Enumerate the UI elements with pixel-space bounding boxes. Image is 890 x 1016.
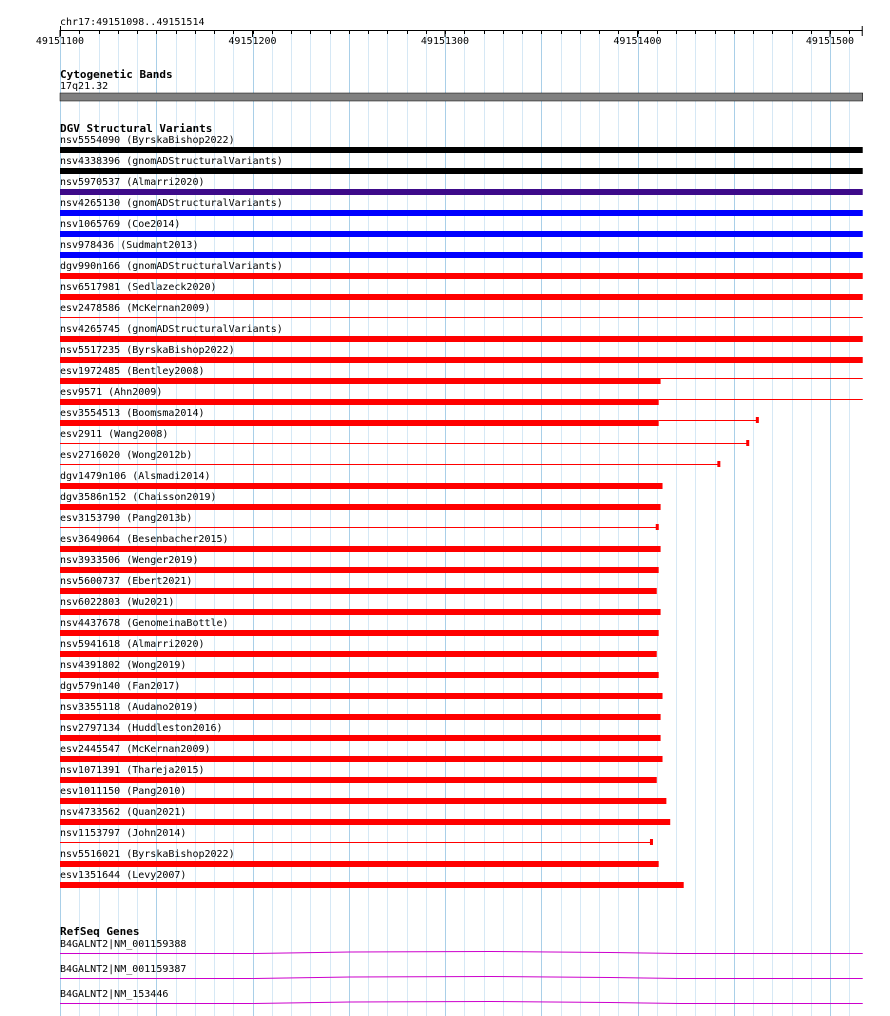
dgv-variant-bar[interactable] [60, 630, 659, 636]
dgv-variant-bar[interactable] [60, 294, 863, 300]
dgv-variant-bar[interactable] [60, 546, 661, 552]
dgv-variant-label: esv2445547 (McKernan2009) [60, 744, 211, 755]
dgv-variant-bar[interactable] [60, 504, 661, 510]
dgv-variant[interactable] [60, 408, 759, 426]
dgv-variant[interactable] [60, 702, 661, 720]
dgv-variant-label: nsv4733562 (Quan2021) [60, 807, 187, 818]
dgv-variant-line[interactable] [60, 317, 863, 318]
dgv-variant[interactable] [60, 849, 659, 867]
dgv-variant[interactable] [60, 723, 661, 741]
dgv-variant[interactable] [60, 492, 661, 510]
cytoband-bar[interactable] [60, 93, 863, 101]
dgv-variant[interactable] [60, 429, 749, 446]
dgv-variant-end-cap [656, 524, 659, 530]
dgv-variant[interactable] [60, 450, 720, 467]
dgv-variant-bar[interactable] [60, 399, 659, 405]
dgv-variant[interactable] [60, 471, 663, 489]
refseq-gene-label: B4GALNT2|NM_153446 [60, 989, 169, 1000]
dgv-variant[interactable] [60, 660, 659, 678]
dgv-variant-label: nsv6022803 (Wu2021) [60, 597, 175, 608]
dgv-variant-end-cap [746, 440, 749, 446]
dgv-variant-bar[interactable] [60, 189, 863, 195]
dgv-variant-tail[interactable] [659, 399, 863, 400]
dgv-variant[interactable] [60, 177, 863, 195]
dgv-variant-bar[interactable] [60, 147, 863, 153]
dgv-variant-label: dgv1479n106 (Alsmadi2014) [60, 471, 211, 482]
dgv-variant[interactable] [60, 576, 657, 594]
dgv-variant-label: dgv990n166 (gnomADStructuralVariants) [60, 261, 283, 272]
cytoband-track-title: Cytogenetic Bands [60, 68, 173, 81]
dgv-variant[interactable] [60, 219, 863, 237]
ruler-tick-label: 49151500 [805, 36, 855, 47]
dgv-variant[interactable] [60, 303, 863, 318]
dgv-variant[interactable] [60, 135, 863, 153]
dgv-variant-bar[interactable] [60, 378, 661, 384]
dgv-variant[interactable] [60, 870, 684, 888]
dgv-variant-bar[interactable] [60, 735, 661, 741]
dgv-variant-label: nsv4338396 (gnomADStructuralVariants) [60, 156, 283, 167]
dgv-variant-label: nsv1153797 (John2014) [60, 828, 187, 839]
dgv-variant-label: nsv2797134 (Huddleston2016) [60, 723, 223, 734]
refseq-gene-intron-line[interactable] [60, 1002, 863, 1004]
refseq-gene-intron-line[interactable] [60, 977, 863, 979]
ruler-tick-label: 49151300 [420, 36, 470, 47]
dgv-variant[interactable] [60, 681, 663, 699]
dgv-variant[interactable] [60, 198, 863, 216]
dgv-variant-end-cap [717, 461, 720, 467]
refseq-gene[interactable] [60, 964, 863, 979]
dgv-variant-label: nsv4391802 (Wong2019) [60, 660, 187, 671]
dgv-variant-bar[interactable] [60, 651, 657, 657]
dgv-variant[interactable] [60, 786, 666, 804]
refseq-track-title: RefSeq Genes [60, 925, 140, 938]
dgv-variant-bar[interactable] [60, 861, 659, 867]
dgv-variant-bar[interactable] [60, 882, 684, 888]
cytoband-track [60, 68, 863, 101]
dgv-variant-bar[interactable] [60, 567, 659, 573]
dgv-variant-bar[interactable] [60, 777, 657, 783]
dgv-variant-rows [60, 135, 863, 888]
dgv-variant-label: nsv978436 (Sudmant2013) [60, 240, 199, 251]
dgv-variant-end-cap [756, 417, 759, 423]
dgv-variant-tail[interactable] [659, 420, 757, 421]
dgv-variant-bar[interactable] [60, 483, 663, 489]
dgv-variant-bar[interactable] [60, 714, 661, 720]
refseq-gene-label: B4GALNT2|NM_001159388 [60, 939, 187, 950]
dgv-variant[interactable] [60, 555, 659, 573]
dgv-variant-label: nsv5600737 (Ebert2021) [60, 576, 193, 587]
dgv-variant[interactable] [60, 744, 663, 762]
dgv-variant-line[interactable] [60, 527, 657, 528]
dgv-variant-label: esv1351644 (Levy2007) [60, 870, 187, 881]
dgv-variant[interactable] [60, 324, 863, 342]
dgv-variant[interactable] [60, 156, 863, 174]
dgv-variant[interactable] [60, 828, 653, 845]
dgv-variant-label: nsv5517235 (ByrskaBishop2022) [60, 345, 235, 356]
dgv-variant-bar[interactable] [60, 588, 657, 594]
dgv-variant-bar[interactable] [60, 756, 663, 762]
dgv-variant-label: dgv3586n152 (Chaisson2019) [60, 492, 217, 503]
ruler-region-label: chr17:49151098..49151514 [60, 17, 205, 28]
dgv-variant[interactable] [60, 534, 661, 552]
dgv-variant-label: nsv4265745 (gnomADStructuralVariants) [60, 324, 283, 335]
dgv-variant-label: esv2478586 (McKernan2009) [60, 303, 211, 314]
dgv-variant-label: esv3153790 (Pang2013b) [60, 513, 193, 524]
ruler-tick-label: 49151100 [35, 36, 85, 47]
dgv-track [60, 122, 863, 888]
dgv-variant-label: nsv3933506 (Wenger2019) [60, 555, 199, 566]
dgv-variant-bar[interactable] [60, 336, 863, 342]
refseq-gene-label: B4GALNT2|NM_001159387 [60, 964, 187, 975]
dgv-variant-label: nsv6517981 (Sedlazeck2020) [60, 282, 217, 293]
dgv-variant[interactable] [60, 366, 863, 384]
dgv-variant-label: dgv579n140 (Fan2017) [60, 681, 181, 692]
dgv-variant-label: nsv4437678 (GenomeinaBottle) [60, 618, 229, 629]
dgv-variant[interactable] [60, 639, 657, 657]
dgv-variant-label: esv2911 (Wang2008) [60, 429, 169, 440]
dgv-variant[interactable] [60, 597, 661, 615]
dgv-variant-bar[interactable] [60, 210, 863, 216]
dgv-variant[interactable] [60, 618, 659, 636]
dgv-variant-label: esv9571 (Ahn2009) [60, 387, 163, 398]
dgv-variant-end-cap [650, 839, 653, 845]
dgv-variant-label: nsv1071391 (Thareja2015) [60, 765, 205, 776]
dgv-variant-label: esv3649064 (Besenbacher2015) [60, 534, 229, 545]
ruler-tick-label: 49151200 [228, 36, 277, 47]
dgv-variant[interactable] [60, 807, 670, 825]
dgv-variant-bar[interactable] [60, 420, 659, 426]
dgv-variant-label: esv1011150 (Pang2010) [60, 786, 187, 797]
dgv-variant-bar[interactable] [60, 357, 863, 363]
dgv-variant-label: nsv5516021 (ByrskaBishop2022) [60, 849, 235, 860]
ruler-track [36, 17, 863, 47]
refseq-gene[interactable] [60, 939, 863, 954]
dgv-variant-bar[interactable] [60, 231, 863, 237]
dgv-variant-bar[interactable] [60, 693, 663, 699]
ruler-tick-label: 49151400 [613, 36, 662, 47]
dgv-variant-bar[interactable] [60, 273, 863, 279]
dgv-variant-bar[interactable] [60, 168, 863, 174]
dgv-variant-line[interactable] [60, 443, 747, 444]
dgv-variant[interactable] [60, 513, 659, 530]
dgv-variant[interactable] [60, 282, 863, 300]
dgv-variant-label: nsv3355118 (Audano2019) [60, 702, 199, 713]
dgv-variant-line[interactable] [60, 464, 718, 465]
cytoband-band-label: 17q21.32 [60, 81, 109, 92]
refseq-track [60, 925, 863, 1004]
refseq-gene[interactable] [60, 989, 863, 1004]
dgv-variant-label: esv2716020 (Wong2012b) [60, 450, 193, 461]
dgv-variant-label: esv3554513 (Boomsma2014) [60, 408, 205, 419]
dgv-variant-bar[interactable] [60, 798, 666, 804]
dgv-variant[interactable] [60, 765, 657, 783]
dgv-variant-label: nsv5941618 (Almarri2020) [60, 639, 205, 650]
dgv-variant-bar[interactable] [60, 819, 670, 825]
dgv-variant-tail[interactable] [661, 378, 863, 379]
dgv-variant[interactable] [60, 387, 863, 405]
dgv-track-title: DGV Structural Variants [60, 122, 213, 135]
refseq-gene-intron-line[interactable] [60, 952, 863, 954]
dgv-variant-bar[interactable] [60, 252, 863, 258]
dgv-variant[interactable] [60, 261, 863, 279]
dgv-variant-label: nsv5970537 (Almarri2020) [60, 177, 205, 188]
dgv-variant-line[interactable] [60, 842, 651, 843]
dgv-variant-label: esv1972485 (Bentley2008) [60, 366, 205, 377]
dgv-variant-bar[interactable] [60, 672, 659, 678]
dgv-variant[interactable] [60, 345, 863, 363]
dgv-variant-bar[interactable] [60, 609, 661, 615]
dgv-variant-label: nsv5554090 (ByrskaBishop2022) [60, 135, 235, 146]
refseq-gene-rows [60, 939, 863, 1004]
ruler-ticks [36, 26, 863, 47]
dgv-variant[interactable] [60, 240, 863, 258]
dgv-variant-label: nsv4265130 (gnomADStructuralVariants) [60, 198, 283, 209]
dgv-variant-label: nsv1065769 (Coe2014) [60, 219, 181, 230]
